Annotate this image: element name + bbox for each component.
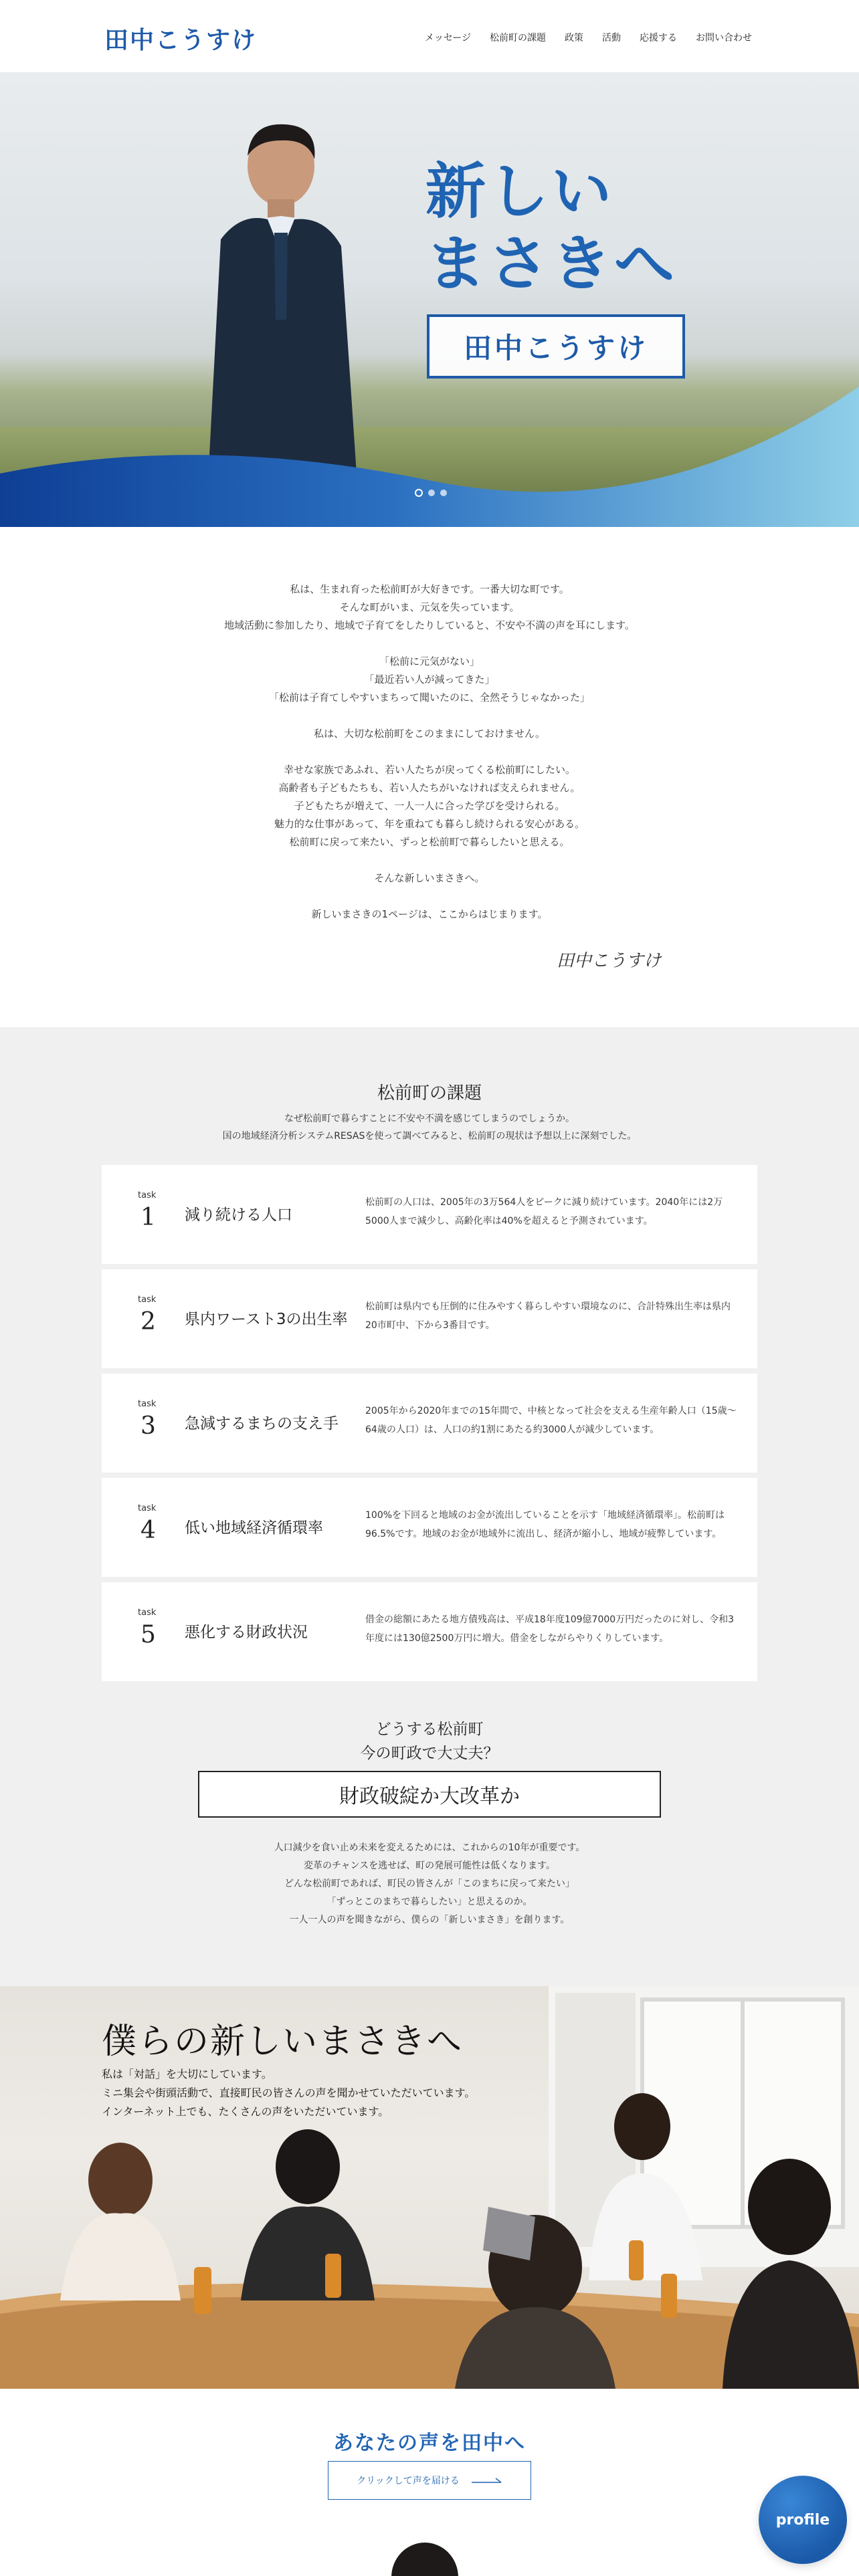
message-line: 私は、生まれ育った松前町が大好きです。一番大切な町です。: [290, 583, 569, 595]
task-description: 松前町は県内でも圧倒的に住みやすく暮らしやすい環境なのに、合計特殊出生率は県内20市町中、下から3番目です。: [365, 1301, 731, 1331]
send-voice-label: クリックして声を届ける: [357, 2476, 460, 2486]
message-line: 新しいまさきの1ページは、ここからはじまります。: [311, 908, 548, 920]
task-number: 3: [140, 1412, 156, 1440]
dialogue-text: [102, 2065, 475, 2121]
hero-name-box: 田中こうすけ: [427, 314, 685, 379]
hero-title-line1: 新しい: [425, 156, 614, 227]
message-line: [0, 887, 859, 905]
profile-photo-peek: [388, 2537, 462, 2576]
dialogue-line: ミニ集会や街頭活動で、直接町民の皆さんの声を聞かせていただいています。: [102, 2086, 476, 2099]
hero-title: [425, 156, 677, 300]
slider-dots: [415, 490, 447, 497]
message-line: 地域活動に参加したり、地域で子育てをしたりしていると、不安や不満の声を耳にします。: [224, 619, 635, 631]
task-title: 急減するまちの支え手: [185, 1415, 339, 1432]
signature: 田中こうすけ: [557, 951, 662, 971]
message-line: 子どもたちが増えて、一人一人に合った学びを受けられる。: [294, 800, 565, 812]
nav-item-policy[interactable]: 政策: [565, 33, 583, 43]
slider-dot-2[interactable]: [428, 490, 435, 496]
message-line: 松前町に戻って来たい、ずっと松前町で暮らしたいと思える。: [289, 836, 570, 848]
dialogue-title: 僕らの新しいまさきへ: [102, 2022, 464, 2062]
closing-text: [0, 1839, 859, 1929]
arrow-right-icon: [472, 2477, 502, 2484]
nav-item-contact[interactable]: お問い合わせ: [696, 33, 752, 43]
nav-item-message[interactable]: メッセージ: [424, 33, 471, 43]
issues-section: [0, 1027, 859, 1986]
message-line: 「松前は子育てしやすいまちって聞いたのに、全然そうじゃなかった」: [268, 691, 590, 704]
message-body: [0, 580, 859, 924]
issues-subtitle: [0, 1110, 859, 1145]
issues-title: 松前町の課題: [377, 1083, 482, 1103]
message-line: そんな新しいまさきへ。: [374, 872, 485, 884]
main-nav: [425, 31, 752, 44]
voice-title: あなたの声を田中へ: [333, 2432, 526, 2455]
task-label: task: [138, 1399, 157, 1409]
dialogue-section: [0, 1986, 859, 2389]
task-label: task: [138, 1608, 157, 1618]
task-title: 減り続ける人口: [185, 1206, 292, 1224]
task-label: task: [138, 1503, 157, 1513]
slider-dot-1[interactable]: [415, 489, 423, 497]
task-card: [102, 1478, 757, 1577]
question-line2: 今の町政で大丈夫？: [360, 1745, 499, 1762]
message-line: そんな町がいま、元気を失っています。: [339, 601, 520, 613]
closing-line: 「ずっとこのまちで暮らしたい」と思えるのか。: [326, 1897, 533, 1907]
nav-item-issues[interactable]: 松前町の課題: [490, 33, 546, 43]
message-line: 魅力的な仕事があって、年を重ねても暮らし続けられる安心がある。: [274, 818, 585, 830]
hero-slider: [0, 72, 859, 527]
nav-item-activity[interactable]: 活動: [602, 33, 621, 43]
profile-button[interactable]: profile: [759, 2476, 847, 2564]
task-description: 借金の総額にあたる地方債残高は、平成18年度109億7000万円だったのに対し、令和3年度には130億2500万円に増大。借金をしながらやりくりしています。: [365, 1614, 735, 1644]
task-number: 2: [140, 1308, 156, 1335]
site-logo[interactable]: 田中こうすけ: [104, 27, 258, 54]
closing-line: 変革のチャンスを逃せば、町の発展可能性は低くなります。: [303, 1860, 556, 1871]
task-description: 松前町の人口は、2005年の3万564人をピークに減り続けています。2040年には2万5000人まで減少し、高齢化率は40%を超えると予測されています。: [365, 1197, 723, 1226]
task-label: task: [138, 1295, 157, 1305]
message-line: 「松前に元気がない」: [379, 655, 480, 667]
task-description: 2005年から2020年までの15年間で、中核となって社会を支える生産年齢人口（15歳〜64歳の人口）は、人口の約1割にあたる約3000人が減少しています。: [365, 1406, 737, 1435]
task-number: 5: [140, 1621, 156, 1648]
slider-dot-3[interactable]: [440, 490, 447, 496]
send-voice-button[interactable]: [328, 2461, 531, 2500]
task-title: 悪化する財政状況: [185, 1624, 308, 1641]
task-number: 4: [140, 1517, 156, 1544]
task-label: task: [138, 1190, 157, 1200]
closing-line: 一人一人の声を聞きながら、僕らの「新しいまさき」を創ります。: [289, 1915, 570, 1925]
message-line: 幸せな家族であふれ、若い人たちが戻ってくる松前町にしたい。: [284, 764, 575, 776]
task-title: 低い地域経済循環率: [185, 1519, 323, 1537]
message-line: [0, 743, 859, 761]
task-card: [102, 1269, 757, 1368]
closing-line: どんな松前町であれば、町民の皆さんが「このまちに戻って来たい」: [284, 1879, 575, 1889]
dialogue-line: インターネット上でも、たくさんの声をいただいています。: [102, 2105, 389, 2118]
message-line: [0, 851, 859, 869]
message-line: 高齢者も子どもたちも、若い人たちがいなければ支えられません。: [278, 782, 581, 794]
closing-line: 人口減少を食い止め未来を変えるためには、これからの10年が重要です。: [274, 1842, 585, 1853]
question-heading: [0, 1717, 859, 1765]
dialogue-line: 私は「対話」を大切にしています。: [102, 2068, 272, 2080]
issues-subtitle-line2: 国の地域経済分析システムRESASを使って調べてみると、松前町の現状は予想以上に深刻でした。: [222, 1131, 637, 1142]
task-card: [102, 1582, 757, 1681]
question-line1: どうする松前町: [375, 1721, 484, 1738]
task-card: [102, 1374, 757, 1473]
task-title: 県内ワースト3の出生率: [185, 1311, 348, 1328]
message-line: [0, 707, 859, 725]
message-line: 「最近若い人が減ってきた」: [364, 673, 495, 685]
voice-section: [0, 2389, 859, 2576]
reform-box: 財政破綻か大改革か: [198, 1771, 661, 1818]
task-card: [102, 1165, 757, 1264]
site-header: [0, 0, 859, 72]
task-number: 1: [140, 1204, 156, 1231]
hero-title-line2: まさきへ: [425, 229, 677, 299]
message-section: [0, 527, 859, 1027]
issues-subtitle-line1: なぜ松前町で暮らすことに不安や不満を感じてしまうのでしょうか。: [284, 1113, 575, 1124]
nav-item-support[interactable]: 応援する: [640, 33, 677, 43]
task-description: 100%を下回ると地域のお金が流出していることを示す「地域経済循環率」。松前町は96.5%です。地域のお金が地域外に流出し、経済が縮小し、地域が疲弊しています。: [365, 1510, 725, 1539]
message-line: [0, 635, 859, 653]
message-line: 私は、大切な松前町をこのままにしておけません。: [314, 728, 545, 740]
